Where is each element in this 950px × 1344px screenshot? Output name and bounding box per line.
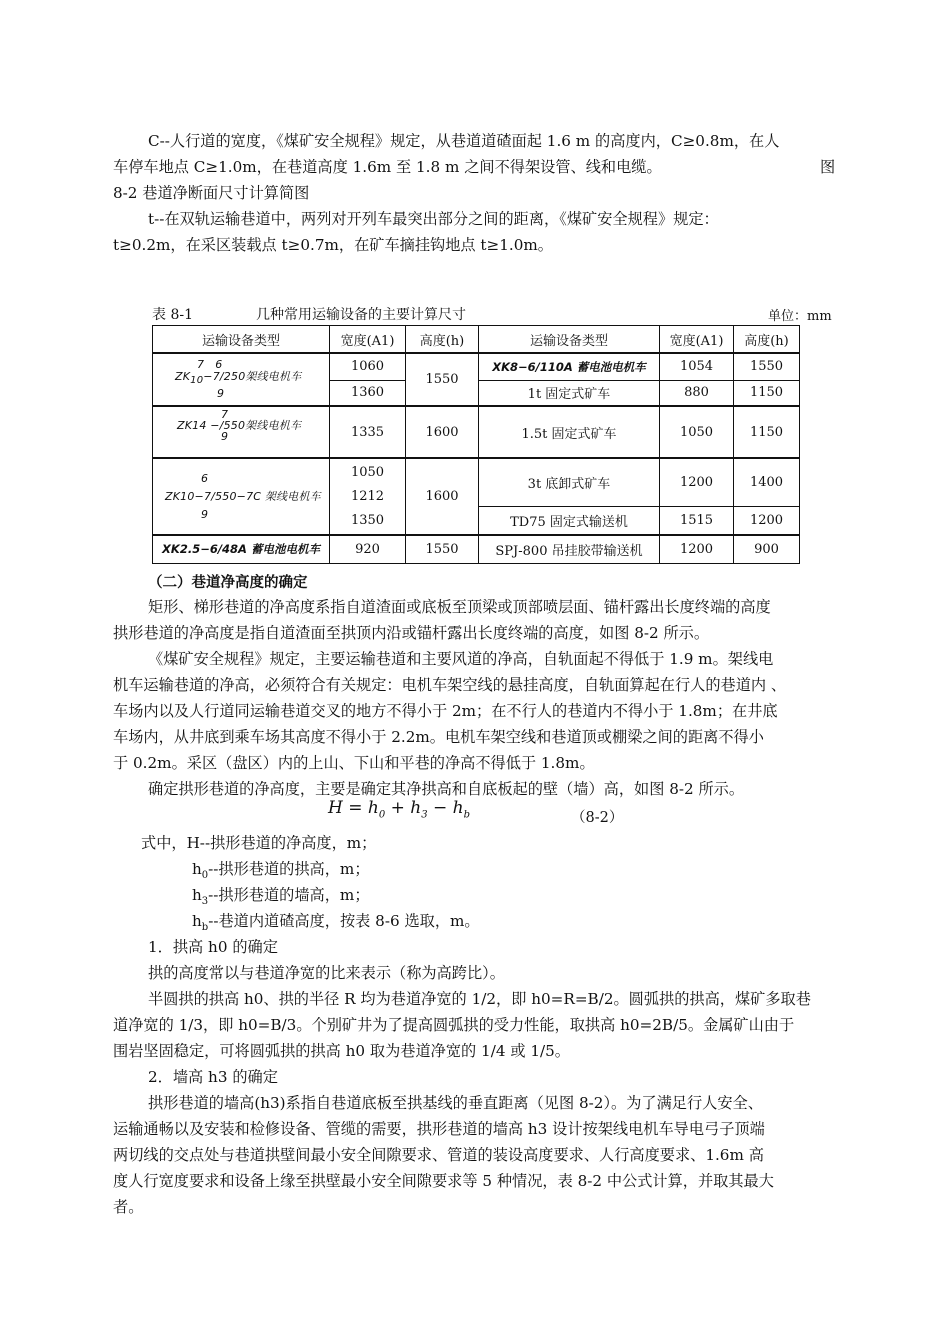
paragraph-line: 道净宽的 1/3，即 h0=B/3。个别矿井为了提高圆弧拱的受力性能，取拱高 h0=2B/5。金属矿山由于 (113, 1016, 795, 1034)
model-cell: XK8−6/110A 蓄电池电机车 (479, 353, 660, 380)
paragraph-line: 车场内以及人行道同运输巷道交叉的地方不得小于 2m；在不行人的巷道内不得小于 1.8m；在井底 (113, 702, 778, 720)
table-header-cell: 高度(h) (406, 326, 479, 354)
width-cell: 920 (330, 535, 406, 563)
section-heading: （二）巷道净高度的确定 (148, 574, 308, 591)
where-line: $h_b--$巷道内道碴高度，按表 8-6 选取，m。 (192, 912, 480, 934)
model-cell: TD75 固定式输送机 (479, 506, 660, 535)
paragraph-line: 图 (820, 158, 836, 176)
formula: $H = h_0 + h_3 - h_b$ (328, 798, 471, 821)
paragraph-line: 《煤矿安全规程》规定，主要运输巷道和主要风道的净高，自轨面起不得低于 1.9 m。架线电 (148, 650, 774, 668)
height-cell: 1150 (734, 406, 800, 458)
paragraph-line: 8-2 巷道净断面尺寸计算简图 (113, 184, 310, 202)
model-cell: 1.5t 固定式矿车 (479, 406, 660, 458)
table-header-cell: 宽度(A1) (660, 326, 734, 354)
width-cell: 1060 (330, 353, 406, 380)
paragraph-line: t--在双轨运输巷道中，两列对开列车最突出部分之间的距离，《煤矿安全规程》规定： (148, 210, 719, 228)
model-cell: 7 6 ZK10−7/250架线电机车 9 (153, 353, 330, 406)
height-cell: 1400 (734, 458, 800, 506)
width-cell: 1054 (660, 353, 734, 380)
model-cell: XK2.5−6/48A 蓄电池电机车 (153, 535, 330, 563)
height-cell: 1550 (406, 353, 479, 406)
paragraph-line: 度人行宽度要求和设备上缘至拱壁最小安全间隙要求等 5 种情况，表 8-2 中公式计算，并取其最大 (113, 1172, 774, 1190)
table-header-cell: 运输设备类型 (479, 326, 660, 354)
table-caption-number: 表 8-1 (152, 307, 193, 323)
table-header-cell: 运输设备类型 (153, 326, 330, 354)
model-cell: 1t 固定式矿车 (479, 380, 660, 406)
where-line: $h_3--$拱形巷道的墙高，m； (192, 886, 370, 908)
width-cell: 1200 (660, 535, 734, 563)
where-line: $h_0--$拱形巷道的拱高，m； (192, 860, 370, 882)
paragraph-line: 围岩坚固稳定，可将圆弧拱的拱高 h0 取为巷道净宽的 1/4 或 1/5。 (113, 1042, 570, 1060)
paragraph-line: 拱的高度常以与巷道净宽的比来表示（称为高跨比）。 (148, 964, 505, 982)
paragraph-line: 拱形巷道的净高度是指自道渣面至拱顶内沿或锚杆露出长度终端的高度，如图 8-2 所示。 (113, 624, 710, 642)
paragraph-line: C--人行道的宽度，《煤矿安全规程》规定，从巷道道碴面起 1.6 m 的高度内，C≥0.8m，在人 (148, 132, 780, 150)
paragraph-line: 拱形巷道的墙高(h3)系指自巷道底板至拱基线的垂直距离（见图 8-2）。为了满足行人安全、 (148, 1094, 763, 1112)
paragraph-line: 机车运输巷道的净高，必须符合有关规定：电机车架空线的悬挂高度，自轨面算起在行人的巷道内 、 (113, 676, 787, 694)
height-cell: 1600 (406, 458, 479, 535)
width-cell: 1515 (660, 506, 734, 535)
model-cell: 6 ZK10−7/550−7C 架线电机车 9 (153, 458, 330, 535)
table-row (153, 535, 800, 563)
paragraph-line: 半圆拱的拱高 h0、拱的半径 R 均为巷道净宽的 1/2，即 h0=R=B/2。圆弧拱的拱高，煤矿多取巷 (148, 990, 811, 1008)
table-header-row (153, 326, 800, 354)
paragraph-line: 车停车地点 C≥1.0m，在巷道高度 1.6m 至 1.8 m 之间不得架设管、线和电缆。 (113, 158, 662, 176)
model-cell: SPJ-800 吊挂胶带输送机 (479, 535, 660, 563)
paragraph-line: 确定拱形巷道的净高度，主要是确定其净拱高和自底板起的壁（墙）高，如图 8-2 所示。 (148, 780, 745, 798)
width-cell: 1360 (330, 380, 406, 406)
width-cell: 1050 (660, 406, 734, 458)
model-cell: 3t 底卸式矿车 (479, 458, 660, 506)
table-row (153, 406, 800, 458)
width-cell: 1200 (660, 458, 734, 506)
where-line: 式中，H--拱形巷道的净高度，m； (141, 834, 377, 852)
table-header-cell: 高度(h) (734, 326, 800, 354)
paragraph-line: 于 0.2m。采区（盘区）内的上山、下山和平巷的净高不得低于 1.8m。 (113, 754, 595, 772)
height-cell: 900 (734, 535, 800, 563)
paragraph-line: 矩形、梯形巷道的净高度系指自道渣面或底板至顶梁或顶部喷层面、锚杆露出长度终端的高度 (148, 598, 771, 616)
paragraph-line: 两切线的交点处与巷道拱壁间最小安全间隙要求、管道的装设高度要求、人行高度要求、1.6m 高 (113, 1146, 764, 1164)
height-cell: 1550 (734, 353, 800, 380)
height-cell: 1600 (406, 406, 479, 458)
formula-number: （8-2） (571, 810, 624, 826)
width-cell: 1050 1212 1350 (330, 458, 406, 535)
model-cell: 7 ZK14 −/550架线电机车 9 (153, 406, 330, 458)
equipment-table (152, 325, 800, 564)
height-cell: 1150 (734, 380, 800, 406)
paragraph-line: 者。 (113, 1198, 144, 1216)
width-cell: 1335 (330, 406, 406, 458)
table-row (153, 458, 800, 506)
height-cell: 1550 (406, 535, 479, 563)
paragraph-line: 车场内，从井底到乘车场其高度不得小于 2.2m。电机车架空线和巷道顶或棚梁之间的距离不得小 (113, 728, 764, 746)
table-unit: 单位：mm (768, 309, 832, 324)
table-row (153, 353, 800, 380)
table-header-cell: 宽度(A1) (330, 326, 406, 354)
table-caption-title: 几种常用运输设备的主要计算尺寸 (256, 307, 466, 323)
subsection-title: 2．墙高 h3 的确定 (148, 1068, 278, 1086)
height-cell: 1200 (734, 506, 800, 535)
paragraph-line: t≥0.2m，在采区装载点 t≥0.7m，在矿车摘挂钩地点 t≥1.0m。 (113, 236, 553, 254)
width-cell: 880 (660, 380, 734, 406)
paragraph-line: 运输通畅以及安装和检修设备、管缆的需要，拱形巷道的墙高 h3 设计按架线电机车导电弓子顶端 (113, 1120, 765, 1138)
subsection-title: 1．拱高 h0 的确定 (148, 938, 278, 956)
